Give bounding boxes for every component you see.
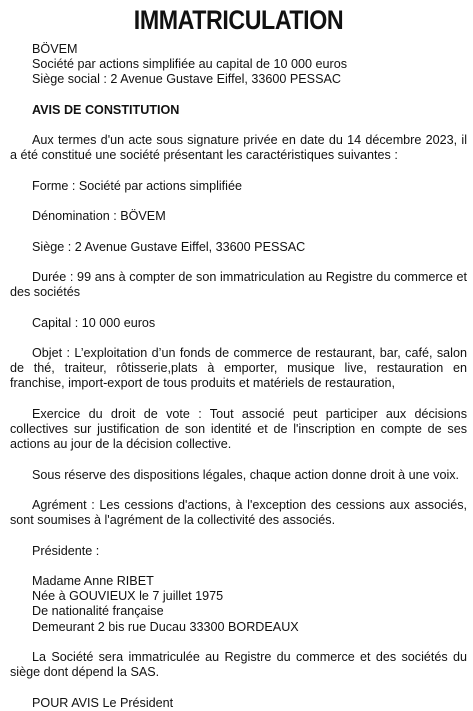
field-duree: Durée : 99 ans à compter de son immatriculation au Registre du commerce et des sociétés <box>10 269 467 300</box>
field-denomination: Dénomination : BÖVEM <box>32 209 166 224</box>
notice-body <box>10 42 467 711</box>
presidente-label: Présidente : <box>32 543 100 558</box>
notice-title: IMMATRICULATION <box>133 5 344 35</box>
field-agrement: Agrément : Les cessions d'actions, à l'exception des cessions aux associés, sont soumises à l'agrément de la collectivité des associés. <box>10 497 467 528</box>
presidente-address: Demeurant 2 bis rue Ducau 33300 BORDEAUX <box>32 619 299 634</box>
field-siege: Siège : 2 Avenue Gustave Eiffel, 33600 PESSAC <box>32 239 306 254</box>
intro-paragraph: Aux termes d'un acte sous signature privée en date du 14 décembre 2023, il a été constitué une société présentant les caractéristiques suivantes : <box>10 133 467 163</box>
company-headquarters: Siège social : 2 Avenue Gustave Eiffel, 33600 PESSAC <box>32 72 341 87</box>
field-capital: Capital : 10 000 euros <box>32 315 156 330</box>
field-reserve: Sous réserve des dispositions légales, chaque action donne droit à une voix. <box>32 467 460 482</box>
company-name: BÖVEM <box>32 42 78 56</box>
presidente-nationality: De nationalité française <box>32 604 164 619</box>
closing-paragraph: La Société sera immatriculée au Registre du commerce et des sociétés du siège dont dépend la SAS. <box>10 649 467 680</box>
presidente-birth: Née à GOUVIEUX le 7 juillet 1975 <box>32 589 224 604</box>
company-legal-form: Société par actions simplifiée au capital de 10 000 euros <box>32 57 348 72</box>
signature-line: POUR AVIS Le Président <box>32 695 174 710</box>
presidente-name: Madame Anne RIBET <box>32 573 154 588</box>
field-objet: Objet : L’exploitation d’un fonds de commerce de restaurant, bar, café, salon de thé, traiteur, rôtisserie,plats à emporter, musique live, restauration en franchise, import-export de tous produits et matériels de restauration, <box>10 345 467 391</box>
notice-heading: AVIS DE CONSTITUTION <box>32 102 180 117</box>
field-forme: Forme : Société par actions simplifiée <box>32 178 242 193</box>
field-droit-de-vote: Exercice du droit de vote : Tout associé peut participer aux décisions collectives sur justification de son identité et de l'inscription en compte de ses actions au jour de la décision collective. <box>10 406 467 452</box>
